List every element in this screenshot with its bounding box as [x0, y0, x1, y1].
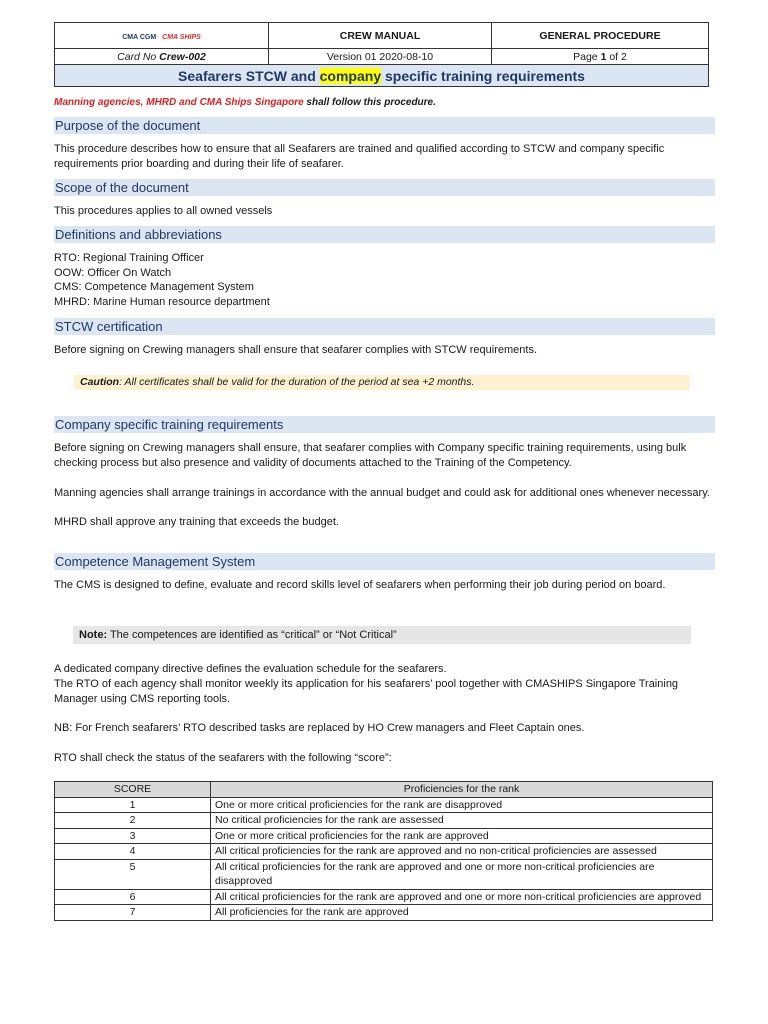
- version: Version 01 2020-08-10: [269, 49, 492, 65]
- score-cell: 5: [55, 859, 211, 889]
- score-cell: 4: [55, 844, 211, 860]
- score-cell: 6: [55, 889, 211, 905]
- proficiency-cell: No critical proficiencies for the rank are assessed: [211, 813, 713, 829]
- section-heading-cms: Competence Management System: [54, 553, 715, 570]
- stcw-text: Before signing on Crewing managers shall ensure that seafarer complies with STCW requirements.: [54, 344, 537, 356]
- proficiency-cell: One or more critical proficiencies for the rank are disapproved: [211, 797, 713, 813]
- score-cell: 2: [55, 813, 211, 829]
- intro-line: Manning agencies, MHRD and CMA Ships Singapore shall follow this procedure.: [54, 97, 436, 108]
- note-box: Note: The competences are identified as “critical” or “Not Critical”: [73, 626, 691, 644]
- section-heading-stcw: STCW certification: [54, 318, 715, 335]
- cms-text-3: The RTO of each agency shall monitor weekly its application for his seafarers’ pool together with CMASHIPS Singapore Training Manager using CMS reporting tools.: [54, 678, 679, 705]
- company-text-2: Manning agencies shall arrange trainings in accordance with the annual budget and could ask for additional ones whenever necessary.: [54, 487, 710, 499]
- caution-box: Caution: All certificates shall be valid for the duration of the period at sea +2 months.: [74, 375, 690, 390]
- document-header: [54, 22, 709, 87]
- cms-text-4: NB: For French seafarers’ RTO described tasks are replaced by HO Crew managers and Fleet Captain ones.: [54, 722, 585, 734]
- proficiency-cell: All critical proficiencies for the rank are approved and no non-critical proficiencies are assessed: [211, 844, 713, 860]
- proficiency-cell: All critical proficiencies for the rank are approved and one or more non-critical proficiencies are disapproved: [211, 859, 713, 889]
- company-text-3: MHRD shall approve any training that exceeds the budget.: [54, 516, 339, 528]
- definition-item: MHRD: Marine Human resource department: [54, 295, 270, 308]
- company-logo: CMA CGM CMA SHIPS: [122, 33, 201, 41]
- section-heading-scope: Scope of the document: [54, 179, 715, 196]
- page-number: Page 1 of 2: [492, 49, 709, 65]
- score-table: [54, 781, 713, 921]
- cms-text-2: A dedicated company directive defines the evaluation schedule for the seafarers.: [54, 663, 447, 675]
- proficiency-cell: One or more critical proficiencies for the rank are approved: [211, 828, 713, 844]
- table-row: [55, 859, 713, 889]
- section-heading-company: Company specific training requirements: [54, 416, 715, 433]
- company-text-1: Before signing on Crewing managers shall ensure, that seafarer complies with Company specific training requirements, using bulk checking process but also presence and validity of documents attached to the Training of the Competency.: [54, 442, 687, 469]
- score-cell: 7: [55, 905, 211, 921]
- table-row: [55, 905, 713, 921]
- manual-name: CREW MANUAL: [269, 23, 492, 49]
- document-title: Seafarers STCW and company specific training requirements: [55, 65, 709, 87]
- score-cell: 1: [55, 797, 211, 813]
- table-row: [55, 844, 713, 860]
- definition-item: CMS: Competence Management System: [54, 281, 254, 294]
- definition-item: OOW: Officer On Watch: [54, 266, 172, 279]
- table-row: [55, 889, 713, 905]
- cms-text-5: RTO shall check the status of the seafarers with the following “score”:: [54, 752, 392, 764]
- purpose-text: This procedure describes how to ensure that all Seafarers are trained and qualified according to STCW and company specific requirements prior boarding and during their life of seafarer.: [54, 143, 665, 170]
- proficiency-cell: All critical proficiencies for the rank are approved and one or more non-critical proficiencies are approved: [211, 889, 713, 905]
- definition-item: RTO: Regional Training Officer: [54, 252, 204, 264]
- score-cell: 3: [55, 828, 211, 844]
- definitions-list: [54, 251, 714, 309]
- card-number: Card No Crew-002: [55, 49, 269, 65]
- table-row: [55, 813, 713, 829]
- procedure-type: GENERAL PROCEDURE: [492, 23, 709, 49]
- scope-text: This procedures applies to all owned vessels: [54, 205, 273, 217]
- proficiency-cell: All proficiencies for the rank are approved: [211, 905, 713, 921]
- section-heading-purpose: Purpose of the document: [54, 117, 715, 134]
- cms-text-1: The CMS is designed to define, evaluate and record skills level of seafarers when performing their job during period on board.: [54, 579, 666, 591]
- column-header-score: SCORE: [55, 782, 211, 798]
- logo-cell: [55, 23, 269, 49]
- column-header-proficiencies: Proficiencies for the rank: [211, 782, 713, 798]
- table-row: [55, 828, 713, 844]
- table-row: [55, 797, 713, 813]
- section-heading-definitions: Definitions and abbreviations: [54, 226, 715, 243]
